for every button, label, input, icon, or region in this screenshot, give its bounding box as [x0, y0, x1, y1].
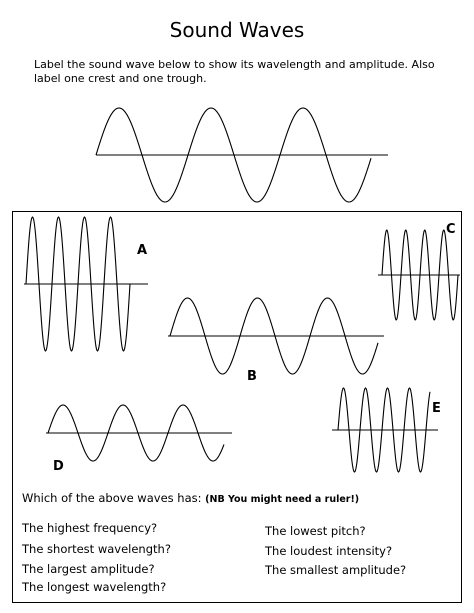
question-right-2: The loudest intensity?: [265, 544, 393, 558]
question-left-4: The longest wavelength?: [22, 580, 167, 594]
wave-d-label: D: [53, 459, 64, 474]
instruction-text: Label the sound wave below to show its wavelength and amplitude. Also label one crest and one trough.: [34, 58, 435, 85]
question-right-1: The lowest pitch?: [265, 524, 366, 538]
question-left-3: The largest amplitude?: [22, 562, 155, 576]
wave-a-label: A: [137, 243, 148, 258]
question-right-3: The smallest amplitude?: [265, 563, 407, 577]
wave-e-label: E: [432, 401, 441, 416]
wave-c-label: C: [446, 222, 456, 237]
question-line: [22, 491, 359, 505]
wave-b-label: B: [247, 369, 257, 384]
main-wave: [96, 108, 388, 202]
question-note: (NB You might need a ruler!): [205, 494, 360, 505]
question-left-2: The shortest wavelength?: [22, 542, 171, 556]
question-left-1: The highest frequency?: [22, 521, 158, 535]
question-intro: Which of the above waves has:: [22, 491, 202, 505]
page-title: Sound Waves: [169, 18, 305, 42]
